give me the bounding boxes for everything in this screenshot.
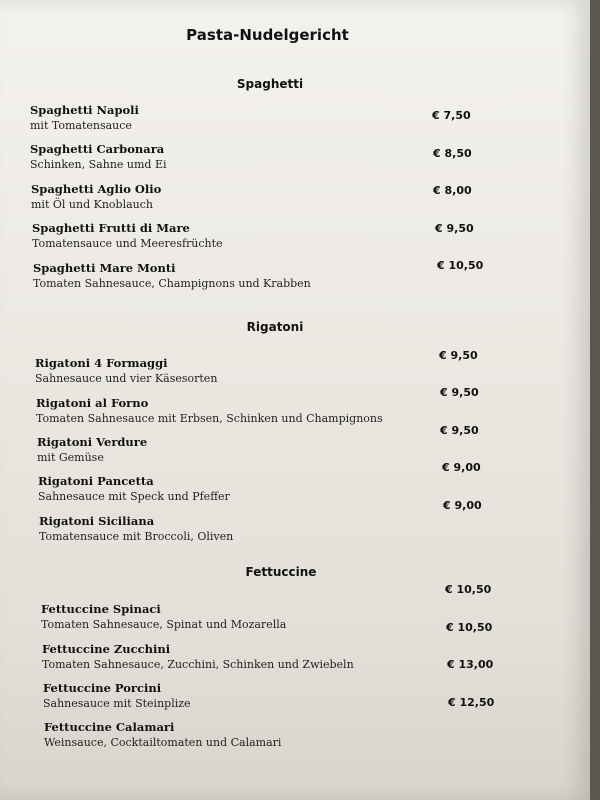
item-price: € 10,50 (446, 621, 493, 634)
item-description: mit Öl und Knoblauch (31, 198, 153, 211)
menu-item (30, 103, 139, 132)
item-price: € 12,50 (448, 696, 495, 709)
item-description: Tomaten Sahnesauce, Spinat und Mozarella (41, 618, 287, 631)
item-description: Tomaten Sahnesauce, Zucchini, Schinken und Zwiebeln (42, 658, 354, 671)
item-price: € 9,00 (442, 461, 481, 474)
item-price: € 10,50 (445, 583, 492, 596)
item-price: € 8,00 (433, 184, 472, 197)
menu-item (32, 221, 223, 250)
section-title-rigatoni: Rigatoni (246, 320, 304, 334)
item-price: € 9,50 (440, 386, 479, 399)
menu-item (44, 720, 281, 749)
item-description: Sahnesauce mit Speck und Pfeffer (38, 490, 230, 503)
item-price: € 10,50 (437, 259, 484, 272)
item-name: Fettuccine Porcini (43, 681, 162, 695)
menu-item (39, 514, 233, 543)
item-price: € 9,50 (440, 424, 479, 437)
item-name: Spaghetti Mare Monti (33, 261, 176, 275)
menu-item (35, 356, 217, 385)
item-price: € 9,00 (443, 499, 482, 512)
menu-item (42, 642, 354, 671)
item-name: Rigatoni al Forno (36, 396, 149, 410)
menu-item (30, 142, 167, 171)
item-name: Rigatoni Pancetta (38, 474, 154, 488)
item-name: Fettuccine Spinaci (41, 602, 161, 616)
item-name: Spaghetti Frutti di Mare (32, 221, 190, 235)
item-price: € 13,00 (447, 658, 494, 671)
menu-item (31, 182, 161, 211)
section-title-spaghetti: Spaghetti (236, 77, 304, 91)
item-description: Tomaten Sahnesauce, Champignons und Krabben (33, 277, 311, 290)
item-description: Weinsauce, Cocktailtomaten und Calamari (44, 736, 282, 749)
item-description: Sahnesauce und vier Käsesorten (35, 372, 218, 385)
item-price: € 9,50 (435, 222, 474, 235)
item-description: Sahnesauce mit Steinplize (43, 697, 191, 710)
menu-item (41, 602, 286, 631)
item-description: Schinken, Sahne umd Ei (30, 158, 167, 171)
item-name: Spaghetti Napoli (30, 103, 139, 117)
item-name: Rigatoni Verdure (37, 435, 148, 449)
item-description: Tomatensauce und Meeresfrüchte (32, 237, 223, 250)
menu-item (43, 681, 191, 710)
item-name: Fettuccine Calamari (44, 720, 175, 734)
item-name: Rigatoni 4 Formaggi (35, 356, 168, 370)
menu-item (33, 261, 311, 290)
item-price: € 7,50 (432, 109, 471, 122)
section-title-fettuccine: Fettuccine (245, 565, 317, 579)
menu-item (36, 396, 383, 425)
menu-item (38, 474, 230, 503)
item-description: mit Tomatensauce (30, 119, 132, 132)
item-price: € 9,50 (439, 349, 478, 362)
item-description: mit Gemüse (37, 451, 104, 464)
menu-item (37, 435, 147, 464)
item-name: Spaghetti Carbonara (30, 142, 165, 156)
page-title: Pasta-Nudelgericht (186, 26, 349, 44)
item-name: Spaghetti Aglio Olio (31, 182, 162, 196)
item-price: € 8,50 (433, 147, 472, 160)
item-name: Rigatoni Siciliana (39, 514, 155, 528)
item-description: Tomatensauce mit Broccoli, Oliven (39, 530, 234, 543)
item-name: Fettuccine Zucchini (42, 642, 171, 656)
item-description: Tomaten Sahnesauce mit Erbsen, Schinken und Champignons (36, 412, 383, 425)
